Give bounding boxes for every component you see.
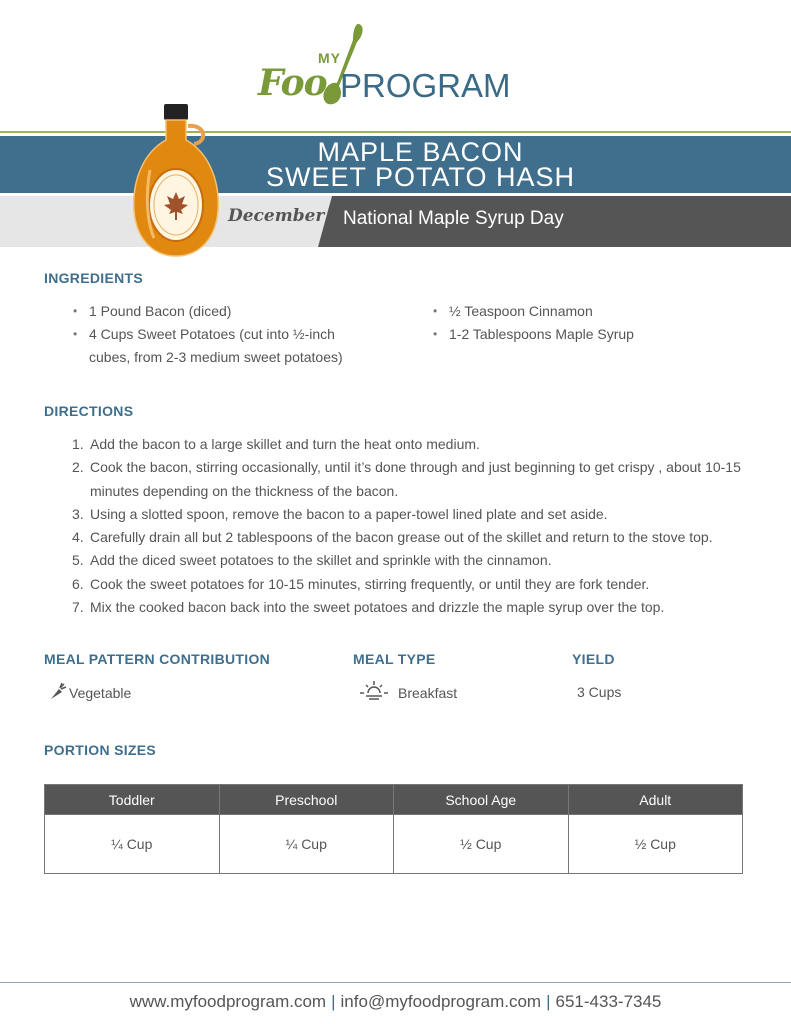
portion-header-preschool: Preschool [219, 785, 394, 815]
ingredients-list-right [433, 300, 753, 346]
recipe-title-line1: MAPLE BACON [317, 137, 524, 167]
header-divider [0, 131, 791, 133]
footer-separator: | [331, 992, 336, 1011]
direction-text: Add the bacon to a large skillet and turn the heat onto medium. [90, 436, 480, 452]
sunrise-icon [360, 680, 388, 700]
meal-pattern-heading: MEAL PATTERN CONTRIBUTION [44, 651, 271, 667]
logo-food: Foo [258, 62, 327, 104]
portion-header-toddler: Toddler [45, 785, 220, 815]
portion-value-toddler: ¼ Cup [45, 815, 220, 874]
table-row [45, 815, 743, 874]
ingredient-item: • 1-2 Tablespoons Maple Syrup [433, 323, 753, 346]
email-link[interactable]: info@myfoodprogram.com [340, 992, 542, 1011]
direction-step: 7. Mix the cooked bacon back into the sweet potatoes and drizzle the maple syrup over the top. [72, 599, 665, 616]
direction-step: 2. Cook the bacon, stirring occasionally, until it’s done through and just beginning to get crispy , about 10-15 minutes depending on the thickness of the bacon. [72, 459, 741, 499]
maple-syrup-bottle-icon [128, 100, 224, 260]
footer-separator: | [546, 992, 551, 1011]
portion-header-school-age: School Age [394, 785, 569, 815]
portion-value-school-age: ½ Cup [394, 815, 569, 874]
portion-value-adult: ½ Cup [568, 815, 743, 874]
carrot-icon [49, 683, 67, 701]
direction-text: Cook the sweet potatoes for 10-15 minutes, stirring frequently, or until they are fork tender. [90, 575, 650, 592]
ingredient-item: • 1 Pound Bacon (diced) [73, 300, 373, 323]
direction-step: 4. Carefully drain all but 2 tablespoons of the bacon grease out of the skillet and return to the stove top. [72, 529, 713, 546]
portion-table [44, 784, 743, 874]
logo-my: MY [318, 50, 341, 66]
date-label: December 17 [228, 206, 354, 226]
direction-step: 3. Using a slotted spoon, remove the bacon to a paper-towel lined plate and set aside. [72, 505, 608, 522]
direction-text: Add the diced sweet potatoes to the skillet and sprinkle with the cinnamon. [90, 552, 552, 569]
direction-step: 6. Cook the sweet potatoes for 10-15 minutes, stirring frequently, or until they are fork tender. [72, 575, 650, 592]
portion-value-preschool: ¼ Cup [219, 815, 394, 874]
portion-sizes-heading: PORTION SIZES [44, 742, 157, 758]
yield-heading: YIELD [572, 651, 615, 667]
direction-text: Using a slotted spoon, remove the bacon to a paper-towel lined plate and set aside. [90, 505, 608, 522]
holiday-label: National Maple Syrup Day [343, 208, 564, 229]
meal-pattern-value: Vegetable [69, 685, 132, 701]
portion-header-row [45, 785, 743, 815]
website-link[interactable]: www.myfoodprogram.com [129, 992, 327, 1011]
logo [258, 22, 548, 112]
meal-type-value: Breakfast [398, 685, 458, 701]
recipe-title-line2: SWEET POTATO HASH [265, 162, 576, 192]
ingredients-heading: INGREDIENTS [44, 270, 143, 286]
ingredient-item: • 4 Cups Sweet Potatoes (cut into ½-inch cubes, from 2-3 medium sweet potatoes) [73, 323, 373, 369]
title-banner [0, 136, 791, 193]
phone-number: 651-433-7345 [555, 992, 662, 1011]
directions-list [72, 433, 772, 619]
direction-step: 5. Add the diced sweet potatoes to the skillet and sprinkle with the cinnamon. [72, 552, 552, 569]
direction-step: 1. Add the bacon to a large skillet and turn the heat onto medium. [72, 436, 480, 452]
footer-divider [0, 982, 791, 983]
meal-type-heading: MEAL TYPE [353, 651, 436, 667]
direction-text: Cook the bacon, stirring occasionally, until it’s done through and just beginning to get crispy , about 10-15 minutes depending on the thickness of the bacon. [90, 459, 741, 499]
direction-text: Carefully drain all but 2 tablespoons of the bacon grease out of the skillet and return to the stove top. [90, 529, 713, 546]
logo-program: PROGRAM [340, 67, 511, 104]
yield-value: 3 Cups [577, 684, 622, 700]
ingredients-list-left [73, 300, 373, 369]
directions-heading: DIRECTIONS [44, 403, 134, 419]
ingredient-item: • ½ Teaspoon Cinnamon [433, 300, 753, 323]
portion-header-adult: Adult [568, 785, 743, 815]
footer [0, 992, 791, 1012]
direction-text: Mix the cooked bacon back into the sweet potatoes and drizzle the maple syrup over the top. [90, 599, 665, 616]
